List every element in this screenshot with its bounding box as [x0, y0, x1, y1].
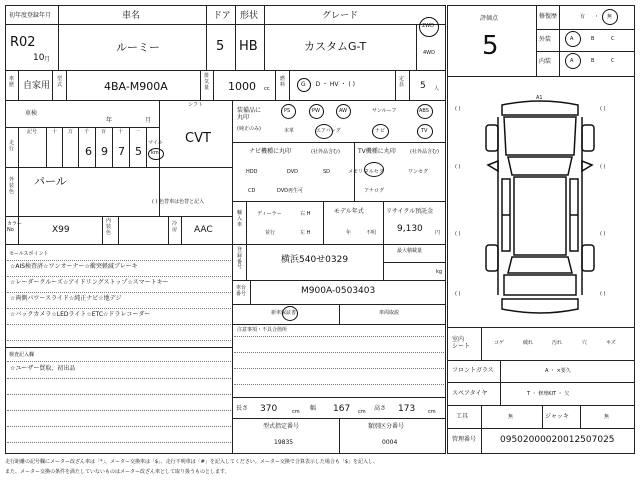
tv-oneseg: ワンセグ: [408, 169, 429, 175]
digit-header-4: 百: [101, 129, 107, 135]
diagram-paren-2: ( ): [600, 106, 606, 112]
chassis-label: 車台 番号: [236, 285, 247, 297]
tv-analog: アナログ: [364, 188, 385, 194]
reg-type-value: 自家用: [23, 81, 51, 91]
inspection-year-unit: 年: [106, 117, 113, 124]
grade-value: カスタムG-T: [304, 40, 367, 53]
mile-label: マイル: [148, 140, 163, 146]
mileage-label: 走 行: [9, 140, 15, 152]
import-label: 輸 入 車: [237, 210, 243, 228]
car-name-value: ルーミー: [116, 41, 160, 54]
diagram-paren-5: ( ): [455, 231, 461, 237]
owner-manual: 車両取説: [379, 310, 400, 316]
sales-points-label: セールスポイント: [9, 251, 49, 257]
displacement-value: 1000: [228, 80, 256, 93]
car-diagram: [480, 95, 600, 321]
interior-color-label: 内 装 色: [106, 218, 112, 236]
spare-tire-label: スペアタイヤ: [452, 390, 488, 397]
control-no-value: 09502000020012507025: [500, 435, 615, 445]
navi-dvd: DVD: [287, 169, 299, 175]
tv-fullseg: フルセグ: [364, 169, 384, 175]
equip-leather: 本革: [284, 128, 295, 134]
new-warranty: 新車保証書: [271, 310, 297, 316]
exterior-color-value: パール: [34, 175, 67, 188]
exterior-b: B: [591, 36, 595, 42]
mileage-digit-5: 7: [118, 145, 125, 158]
sales-point-4: ☆バックカメラ☆LEDライト☆ETC☆ドラレコーダー: [10, 311, 151, 318]
mileage-digit-6: 5: [135, 145, 142, 158]
ac-value: AAC: [194, 225, 213, 235]
diagram-paren-6: ( ): [600, 231, 606, 237]
recycle-value: 9,130: [397, 224, 423, 234]
equip-tv: TV: [421, 128, 428, 134]
interior-a: A: [570, 58, 574, 64]
diagram-paren-1: ( ): [455, 106, 461, 112]
diagram-paren-4: ( ): [600, 164, 606, 170]
exterior-color-label: 外 装 色: [9, 177, 15, 195]
height-value: 173: [398, 404, 416, 414]
car-name-label: 車名: [122, 11, 141, 21]
inspection-month-unit: 月: [145, 117, 152, 124]
diagram-top-label: A1: [536, 95, 543, 101]
displacement-unit: cc: [264, 86, 270, 92]
windshield-label: フロントガラス: [452, 367, 494, 374]
model-value: 4BA-M900A: [104, 80, 168, 93]
jack-value: 無: [604, 414, 610, 420]
length-unit: cm: [292, 409, 300, 415]
repair-yes: 有: [580, 14, 586, 20]
digit-header-3: 千: [84, 129, 90, 135]
digit-header-2: 万: [68, 129, 74, 135]
seat-scratch: キズ: [606, 340, 616, 346]
model-label: 型 式: [57, 76, 63, 88]
digit-header-6: 一: [135, 129, 141, 135]
sales-point-1: ☆AIS検査済☆ワンオーナー☆衝突軽減ブレーキ: [10, 263, 138, 270]
width-unit: cm: [358, 409, 366, 415]
equip-airbag: エアバッグ: [316, 128, 341, 134]
grade-label: グレード: [322, 11, 359, 21]
seat-stain: 汚れ: [552, 340, 563, 346]
color-code-label: カラー No: [7, 221, 23, 233]
diagram-paren-3: ( ): [455, 164, 461, 170]
score-label: 評価点: [480, 15, 499, 22]
drive-4wd: 4WD: [423, 50, 435, 56]
jack-label: ジャッキ: [545, 413, 569, 420]
interior-grade-label: 内装: [539, 58, 552, 65]
seat-burn: コゲ: [494, 340, 505, 346]
ac-label: 冷 房: [172, 221, 178, 233]
tv-type-sub: (社外品含む): [410, 149, 439, 155]
navi-type-sub: (社外品含む): [311, 149, 340, 155]
class-no-value: 0004: [382, 439, 398, 446]
equip-abs: ABS: [419, 108, 429, 114]
import-left: 左 H: [300, 230, 311, 236]
exterior-grade-label: 外装: [539, 36, 552, 43]
type-no-value: 19835: [274, 439, 294, 446]
capacity-value: 5: [420, 81, 426, 91]
reg-type-label: 車 歴: [9, 76, 15, 88]
spare-tire-value: T ・ 修理KIT ・ 欠: [527, 391, 570, 397]
repair-history-label: 修復歴: [539, 13, 558, 20]
score-value: 5: [482, 31, 499, 61]
length-label: 長さ: [236, 405, 249, 412]
recycle-unit: 円: [435, 230, 441, 236]
left-frame: [5, 5, 446, 454]
interior-seat-label: 室内 シート: [452, 336, 471, 351]
doors-label: ドア: [213, 11, 231, 21]
reg-month-unit: 月: [44, 56, 51, 63]
color-code-value: X99: [52, 225, 70, 235]
shift-label: シフト: [188, 102, 204, 108]
import-right: 右 H: [300, 211, 311, 217]
footer-note-1: 走行距離の記号欄にメーター改ざん車は「*」、メーター交換車は「$」、走行不明車は「#」を記入してください。メーター交換で合算表示した場合も「$」を記入し、: [5, 459, 379, 465]
height-label: 高さ: [374, 405, 387, 412]
inspector-report-text: ☆ユーザー買取、初出品: [10, 365, 76, 372]
width-value: 167: [333, 404, 351, 414]
length-value: 370: [260, 404, 278, 414]
remarks-label: 注意事項・不具合箇所: [237, 327, 288, 333]
repair-no: 無: [607, 14, 613, 20]
width-label: 幅: [310, 405, 317, 412]
tools-label: 工具: [456, 413, 469, 420]
navi-memory: メモリー: [348, 169, 369, 175]
drive-2wd: 2WD: [422, 23, 434, 29]
model-year-unit: 年: [346, 230, 352, 236]
color-change-note: ( ) 色替車は色替と記入: [152, 199, 205, 205]
chassis-value: M900A-0503403: [301, 286, 376, 296]
windshield-value: A ・ ×要久: [545, 368, 571, 374]
exterior-a: A: [570, 36, 574, 42]
auction-sheet: 初年度登録年月 R02 10 月 車名 ルーミー ドア 5 形状 HB グレード カスタムG-T 2WD 4WD 車 歴 自家用 型 式 4BA-M900A 排 気 量 1000 cc 燃 料 G ・ D ・ HV ・ ( ) 定 員 5 人 車検 年 月 シフト CVT 走 行 記号 十 万 千 百 十 一 6 9 7 5 マイル km 外 装 色 パール ( ) 色替車は色替と記入 カラー No X99 内 装 色 冷 房 AAC セールスポイント ☆AIS検査済☆ワンオーナー☆衝突軽減ブレーキ ☆レーダークルーズ☆アイドリングストップ☆スマートキー ☆両側パワースライド☆純正ナビ☆地デジ ☆バックカメラ☆LEDライト☆ETC☆ドラレコーダー 検査記入欄 ☆ユーザー買取、初出品 装備品に 丸印 (純正のみ) PS PW AW サンルーフ ABS 本革 エアバッグ ナビ TV ナビ機種に丸印 (社外品含む) HDD DVD SD メモリー CD DVD再生可 TV機種に丸印 (社外品含む) フルセグ ワンセグ アナログ 輸 入 車 ディーラー 右 H 並行 左 H モデル年式 年 不明 リサイクル預託金 9,130 円 登 録 番 号 横浜540せ0329 最大積載量 kg 車台 番号 M900A-0503403 新車保証書 車両取説 注意事項・不具合箇所 長さ 370 cm 幅 167 cm 高さ 173 cm 型式指定番号 19835 類別区分番号 0004 評価点 5 修復歴 有 ・ 無 外装 A B C 内装 A B C A1 ( ) ( ) ( ) ( ) ( ) ( ) ( ) ( ) 室内 シート コゲ 破れ 汚れ 穴 キズ フロントガラス A ・ ×要久 スペアタイヤ T ・ 修理KIT ・ 欠 工具 無 ジャッキ 無 管理番号 09502000020012507025 走行距離の記号欄にメーター改ざん車は「*」、メーター交換車は「$」、走行不明車は「#」を記入してください。メーター交換で合算表示した場合も「$」を記入し、 また、メーター交換の条件を満たしていないものはメーター改ざん車として取り扱うものとします。: [0, 0, 640, 480]
equipment-sub: (純正のみ): [237, 126, 261, 132]
mileage-digit-4: 9: [101, 145, 108, 158]
mileage-digit-3: 6: [85, 145, 92, 158]
plate-label: 登 録 番 号: [237, 247, 243, 271]
equip-ps: PS: [284, 108, 291, 114]
equip-sunroof: サンルーフ: [372, 108, 397, 114]
fuel-options: G ・ D ・ HV ・ ( ): [301, 81, 355, 88]
recycle-label: リサイクル預託金: [386, 208, 434, 215]
sales-point-2: ☆レーダークルーズ☆アイドリングストップ☆スマートキー: [10, 279, 169, 286]
shift-value: CVT: [185, 131, 211, 146]
inspector-report-label: 検査記入欄: [9, 352, 35, 358]
fuel-label: 燃 料: [280, 76, 286, 88]
model-year-label: モデル年式: [334, 208, 364, 215]
interior-b: B: [591, 58, 595, 64]
shape-label: 形状: [240, 11, 259, 21]
height-unit: cm: [428, 409, 436, 415]
plate-value: 横浜540せ0329: [281, 255, 349, 265]
max-load-unit: kg: [436, 269, 443, 275]
import-dealer: ディーラー: [257, 211, 282, 217]
type-no-label: 型式指定番号: [263, 423, 300, 430]
doors-value: 5: [216, 39, 225, 54]
tools-value: 無: [508, 414, 514, 420]
equip-navi: ナビ: [375, 128, 386, 134]
reg-month-value: 10: [33, 53, 45, 63]
navi-dvd-play: DVD再生可: [277, 188, 304, 194]
digit-header-1: 十: [52, 129, 58, 135]
footer-note-2: また、メーター交換の条件を満たしていないものはメーター改ざん車として取り扱うものとします。: [5, 469, 230, 475]
equipment-label: 装備品に 丸印: [237, 107, 262, 122]
navi-hdd: HDD: [246, 169, 258, 175]
equip-aw: AW: [339, 108, 348, 114]
import-parallel: 並行: [265, 230, 276, 236]
digit-header-0: 記号: [27, 129, 38, 135]
navi-cd: CD: [248, 188, 256, 194]
reg-year-value: R02: [10, 35, 36, 50]
class-no-label: 類別区分番号: [368, 423, 405, 430]
shape-value: HB: [239, 39, 258, 54]
exterior-c: C: [611, 36, 615, 42]
interior-c: C: [611, 58, 615, 64]
navi-type-label: ナビ機種に丸印: [249, 148, 292, 155]
capacity-label: 定 員: [399, 76, 405, 88]
inspection-label: 車検: [25, 110, 38, 117]
capacity-unit: 人: [434, 86, 440, 92]
sales-point-3: ☆両側パワースライド☆純正ナビ☆地デジ: [10, 295, 122, 302]
tv-type-label: TV機種に丸印: [358, 148, 396, 155]
displacement-label: 排 気 量: [204, 73, 210, 91]
control-no-label: 管理番号: [452, 436, 477, 443]
digit-header-5: 十: [118, 129, 124, 135]
navi-sd: SD: [323, 169, 331, 175]
equip-pw: PW: [312, 108, 320, 114]
model-year-unknown: 不明: [366, 230, 377, 236]
reg-date-label: 初年度登録年月: [9, 12, 52, 19]
diagram-paren-7: ( ): [455, 291, 461, 297]
km-label: km: [151, 150, 159, 156]
seat-hole: 穴: [582, 340, 588, 346]
max-load-label: 最大積載量: [397, 248, 423, 254]
diagram-paren-8: ( ): [600, 291, 606, 297]
seat-tear: 破れ: [523, 340, 534, 346]
